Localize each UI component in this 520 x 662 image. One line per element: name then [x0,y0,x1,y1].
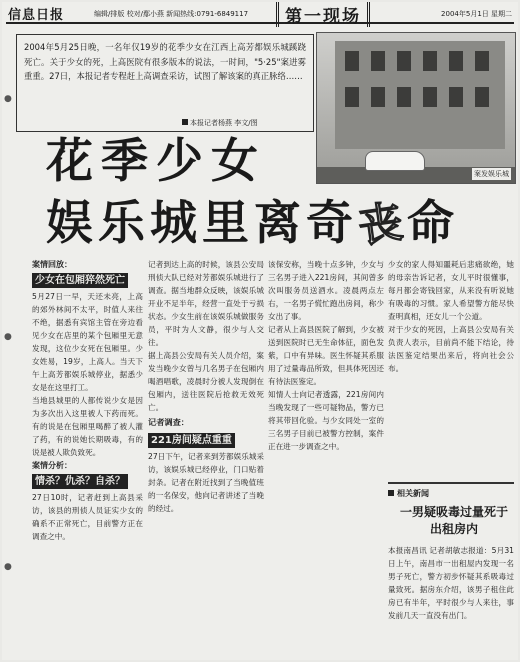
column-text: 记者到达上高的时候，该县公安局刑侦大队已经对芳都娱乐城进行了调查。据当地群众反映，该娱乐城开业不足半年，经营一直处于亏损状态。少女生前在该娱乐城做服务员，平时为人文静，很少与人交往。 [148,260,264,347]
article-column-1 [32,258,143,653]
related-news-box [388,482,514,654]
column-text: 据上高县公安局有关人员介绍，案发当晚少女曾与几名男子在包厢内喝酒唱歌，凌晨时分被人发现倒在包厢内，送往医院后抢救无效死亡。 [148,351,264,412]
subhead-tag: 情杀？仇杀？自杀？ [32,474,128,489]
window [475,87,489,107]
column-text: 该保安称，当晚十点多钟，少女与三名男子进入221房间，其间曾多次叫服务员送酒水。凌晨两点左右，一名男子慌忙跑出房间，称少女出了事。 [268,260,384,321]
headline-line1: 花季少女 [46,134,266,189]
headline-prefix: 娱乐城里离奇 [46,196,358,251]
article-column-4 [388,258,514,478]
editor-info: 编辑/排版 校对/鄢小燕 新闻热线:0791-6849117 [94,10,249,18]
column-text: 5月27日一早，天还未亮，上高的郊外林间不太平，时值人来往不绝，据悉有宾馆主管在旁边看见少女在店里的某个包厢里无意发现，这位少女死在包厢里。少女姓易，19岁，上高人。当天下午上高芳都娱乐城停业，据悉少女是在这里打工。 [32,292,143,392]
subhead-tag: 221房间疑点重重 [148,433,235,448]
margin-mark: ● [4,562,12,572]
subhead-tag: 少女在包厢猝然死亡 [32,273,128,288]
window [449,51,463,71]
window [449,87,463,107]
case-review-label: 案情回放： [32,260,72,269]
column-text: 对于少女的死因，上高县公安局有关负责人表示，目前尚不能下结论，待法医鉴定结果出来后，将向社会公布。 [388,325,514,373]
section-title: 第一现场 [276,2,370,27]
headline-line2 [46,186,459,253]
column-text: 少女的家人得知噩耗后悲痛欲绝，她的母亲告诉记者，女儿平时很懂事，每月都会寄钱回家，从来没有听说她有吸毒的习惯。家人希望警方能尽快查明真相，还女儿一个公道。 [388,260,514,321]
byline-text: 本报记者杨燕 李文/图 [190,119,258,127]
window [397,51,411,71]
article-column-3 [268,258,384,653]
related-news-label [388,488,429,499]
related-news-body: 本报南昌讯 记者胡敏志报道：5月31日上午，南昌市一出租屋内发现一名男子死亡，警方初步怀疑其系吸毒过量致死。据房东介绍，该男子租住此房已有半年，平时很少与人来往，事发前几天一直没有出门。 [388,546,514,620]
news-photo [316,32,516,184]
window [423,87,437,107]
window [345,87,359,107]
window [397,87,411,107]
case-analysis-label: 案情分析： [32,461,72,470]
window [371,51,385,71]
photo-caption: 案发娱乐城 [474,170,509,178]
margin-mark: ● [4,94,12,104]
column-text: 27日10时，记者赶到上高县采访，该县的刑侦人员证实少女的确系不正常死亡，目前警方正在调查之中。 [32,493,143,541]
newspaper-logo: 信息日报 [8,8,65,23]
window [345,51,359,71]
headline-suffix: 命 [407,196,459,251]
page-header [6,4,514,27]
headline-stamp: 丧 [355,195,411,254]
window [423,51,437,71]
intro-box: 2004年5月25日晚，一名年仅19岁的花季少女在江西上高芳都娱乐城蹊跷死亡。关于少女的死，上高医院有很多版本的说法，一时间，"5·25"案进雾重重。27日，本报记者专程赶上高调查采访，试图了解该案的真正脉络…… [16,34,314,132]
related-news-title: 一男疑吸毒过量死于出租房内 [399,505,508,536]
column-text: 当地县城里的人都传说少女是因为多次出入这里被人下药而死。有的说是在包厢里喝醉了被人灌了药，有的说她长期吸毒，有的说是被人欺负致死。 [32,396,143,457]
margin-mark: ● [4,332,12,342]
column-text: 记者从上高县医院了解到，少女被送到医院时已无生命体征，面色发紫，口中有异味。医生怀疑其系服用了过量毒品所致，但具体死因还有待法医鉴定。 [268,325,384,386]
window [371,87,385,107]
window [475,51,489,71]
reporter-investigation-label: 记者调查： [148,417,189,427]
building-image [335,41,505,149]
related-news-label-text: 相关新闻 [397,489,429,498]
column-text: 27日下午，记者来到芳都娱乐城采访，该娱乐城已经停业，门口贴着封条。记者在附近找到了当晚值班的一名保安，他向记者讲述了当晚的经过。 [148,452,264,513]
issue-date: 2004年5月1日 星期二 [441,10,512,18]
article-column-2 [148,258,264,653]
newspaper-page [2,2,518,660]
column-text: 知情人士向记者透露，221房间内当晚发现了一些可疑物品，警方已将其带回化验。与少女同处一室的三名男子目前已被警方控制，案件正在进一步调查之中。 [268,390,384,451]
square-bullet-icon [388,490,394,496]
car-image [365,151,425,171]
